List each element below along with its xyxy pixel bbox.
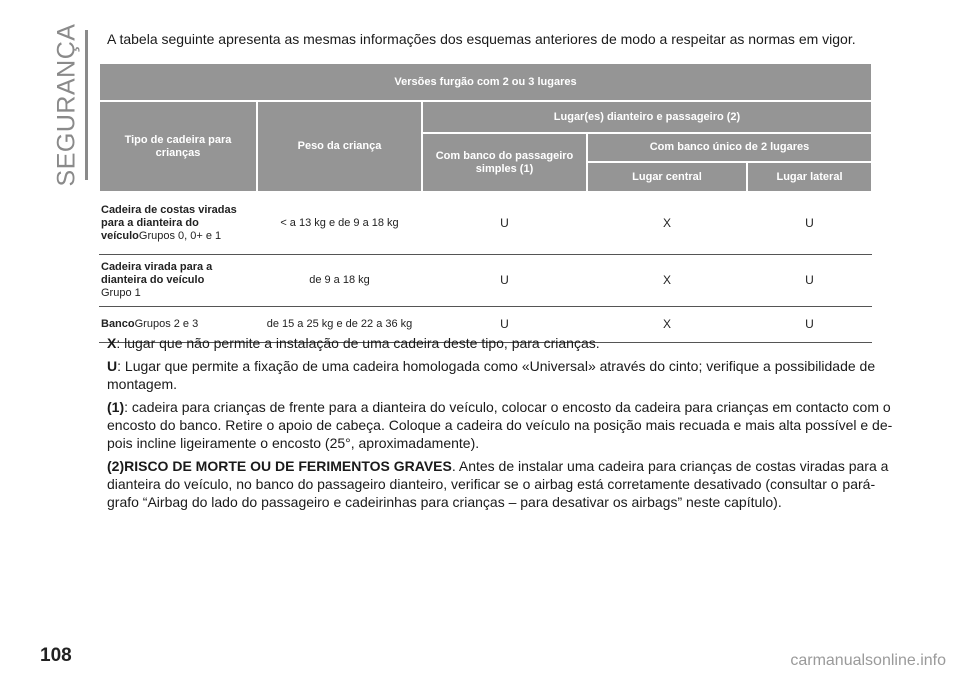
side-seat-cell: U — [747, 307, 872, 343]
intro-paragraph: A tabela seguinte apresenta as mesmas informações dos esquemas anteriores de modo a respeitar as normas em vigor. — [107, 31, 856, 47]
note-1 — [107, 398, 897, 452]
page-number: 108 — [40, 645, 72, 666]
center-seat-cell: X — [587, 192, 747, 255]
single-seat-cell: U — [422, 307, 587, 343]
single-seat-cell: U — [422, 192, 587, 255]
single-seat-cell: U — [422, 255, 587, 307]
note-2-text: . Antes de instalar uma cadeira para crianças de costas viradas para a dianteira do veículo, no banco do passageiro dianteiro, verificar se o airbag está corretamente desativado (consultar o pará-grafo “Airbag do lado do passageiro e cadeirinhas para crianças – para desativar os airbags” neste capítulo). — [107, 458, 889, 510]
note-x — [107, 334, 897, 352]
note-u-key: U — [107, 358, 118, 374]
section-side-rule — [85, 30, 88, 180]
section-side-label-text: SEGURANÇA — [52, 23, 81, 187]
seat-type-cell — [99, 255, 257, 307]
seat-type-name: Cadeira de costas viradas para a dianteira do veículo — [101, 204, 237, 242]
header-front-seats: Lugar(es) dianteiro e passageiro (2) — [422, 101, 872, 133]
note-2 — [107, 457, 897, 511]
header-versions: Versões furgão com 2 ou 3 lugares — [99, 63, 872, 101]
seat-type-group: Grupo 1 — [101, 287, 141, 299]
seat-type-name: Banco — [101, 318, 135, 330]
seat-type-name: Cadeira virada para a dianteira do veículo — [101, 261, 213, 286]
section-side-label — [52, 23, 82, 187]
side-seat-cell: U — [747, 192, 872, 255]
note-2-key: (2)RISCO DE MORTE OU DE FERIMENTOS GRAVES — [107, 458, 452, 474]
note-x-text: : lugar que não permite a instalação de uma cadeira deste tipo, para crianças. — [116, 335, 600, 351]
child-mass-cell: < a 13 kg e de 9 a 18 kg — [257, 192, 422, 255]
header-single-seat: Com banco do passageiro simples (1) — [422, 133, 587, 192]
header-child-mass: Peso da criança — [257, 101, 422, 192]
legend-notes — [107, 334, 897, 516]
center-seat-cell: X — [587, 307, 747, 343]
header-double-seat: Com banco único de 2 lugares — [587, 133, 872, 162]
header-center-seat: Lugar central — [587, 162, 747, 192]
table-row — [99, 192, 872, 255]
seat-type-group: Grupos 0, 0+ e 1 — [138, 230, 222, 242]
table-row — [99, 255, 872, 307]
note-u-text: : Lugar que permite a fixação de uma cadeira homologada como «Universal» através do cinto; verifique a possibilidade de montagem. — [107, 358, 876, 392]
note-1-key: (1) — [107, 399, 125, 415]
seat-type-cell — [99, 192, 257, 255]
note-1-text: : cadeira para crianças de frente para a dianteira do veículo, colocar o encosto da cadeira para crianças em contacto com o encosto do banco. Retire o apoio de cabeça. Coloque a cadeira do veículo na posição mais recuada e mais alta possível e de-pois incline ligeiramente o encosto (25°, aproximadamente). — [107, 399, 893, 451]
note-u — [107, 357, 897, 393]
child-mass-cell: de 9 a 18 kg — [257, 255, 422, 307]
watermark: carmanualsonline.info — [790, 652, 946, 669]
child-mass-cell: de 15 a 25 kg e de 22 a 36 kg — [257, 307, 422, 343]
note-x-key: X — [107, 335, 117, 351]
side-seat-cell: U — [747, 255, 872, 307]
header-seat-type: Tipo de cadeira para crianças — [99, 101, 257, 192]
header-side-seat: Lugar lateral — [747, 162, 872, 192]
seat-type-group: Grupos 2 e 3 — [134, 318, 199, 330]
child-seat-table — [98, 62, 873, 343]
center-seat-cell: X — [587, 255, 747, 307]
